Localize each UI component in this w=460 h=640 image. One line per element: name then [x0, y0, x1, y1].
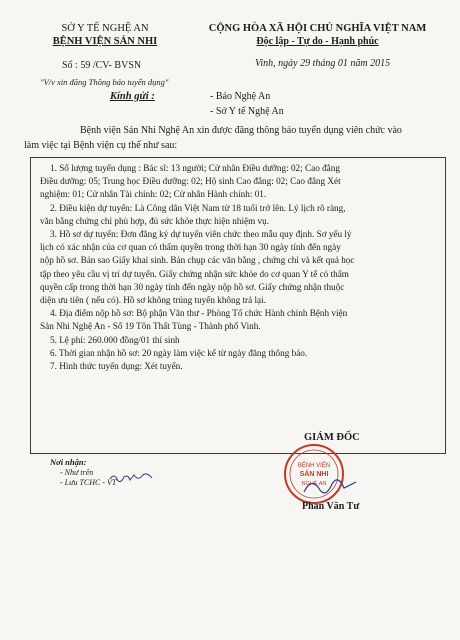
recipient-item: - Báo Nghệ An	[210, 91, 271, 102]
recipient-item: - Sở Y tế Nghệ An	[210, 106, 284, 117]
body-line: 7. Hình thức tuyển dụng: Xét tuyển.	[50, 361, 183, 372]
body-line: 4. Địa điểm nộp hồ sơ: Bộ phận Văn thư - Phòng Tổ chức Hành chính Bệnh viện	[50, 308, 348, 319]
intro-line: làm việc tại Bệnh viện cụ thể như sau:	[24, 140, 178, 151]
document-number: Số : 59 /CV- BVSN	[62, 60, 142, 71]
seal-text: NGHỆ AN	[301, 481, 327, 487]
intro-paragraph	[24, 123, 444, 153]
document-subject: "V/v xin đăng Thông báo tuyển dụng"	[40, 77, 169, 87]
body-line: văn bằng chứng chỉ phù hợp, đủ sức khỏe thực hiện nhiệm vụ.	[40, 215, 270, 226]
body-line: Sản Nhi Nghệ An - Số 19 Tôn Thất Tùng - Thành phố Vinh.	[40, 321, 261, 332]
recipients-label: Kính gửi :	[110, 91, 155, 102]
body-line: 3. Hồ sơ dự tuyển: Đơn đăng ký dự tuyển viên chức theo mẫu quy định. Sơ yếu lý	[50, 229, 352, 240]
announcement-body	[40, 162, 440, 373]
header-left	[30, 22, 180, 48]
body-line: nộp hồ sơ. Bản sao Giấy khai sinh. Bản chụp các văn bằng , chứng chỉ và kết quả học	[40, 255, 355, 266]
director-title: GIÁM ĐỐC	[304, 432, 360, 443]
ministry-name: SỞ Y TẾ NGHỆ AN	[61, 23, 149, 34]
body-line: tập theo yêu cầu vị trí dự tuyển. Giấy chứng nhận sức khỏe do cơ quan Y tế có thẩm	[40, 268, 349, 279]
director-signature	[300, 472, 360, 500]
body-line: 1. Số lượng tuyển dụng : Bác sĩ: 13 người; Cử nhân Điều dưỡng: 02; Cao đẳng	[50, 163, 340, 173]
hospital-name: BỆNH VIỆN SẢN NHI	[52, 36, 158, 47]
intro-line: Bệnh viện Sản Nhi Nghệ An xin được đăng thông báo tuyển dụng viên chức vào	[80, 125, 402, 136]
national-motto: Độc lập - Tự do - Hạnh phúc	[256, 36, 379, 47]
body-line: 5. Lệ phí: 260.000 đồng/01 thí sinh	[50, 334, 180, 345]
header-right	[190, 22, 445, 48]
body-line: nghiệm: 01; Cử nhân Tài chính: 02; Cử nhân Hành chính: 01.	[40, 189, 267, 200]
seal-text: SẢN NHI	[299, 471, 329, 478]
document-date: Vinh, ngày 29 tháng 01 năm 2015	[255, 58, 391, 69]
seal-text: BỆNH VIỆN	[297, 463, 331, 469]
body-line: Điều dưỡng: 05; Trung học Điều dưỡng: 02; Hộ sinh Cao đẳng: 02; Cao đẳng Xét	[40, 176, 341, 187]
national-title: CỘNG HÒA XÃ HỘI CHỦ NGHĨA VIỆT NAM	[208, 23, 427, 34]
distribution-item: - Như trên	[60, 468, 94, 477]
body-line: 2. Điều kiện dự tuyển: Là Công dân Việt Nam từ 18 tuổi trở lên. Lý lịch rõ ràng,	[50, 202, 346, 213]
distribution-label: Nơi nhận:	[50, 457, 87, 467]
body-line: lịch có xác nhận của cơ quan có thẩm quyền trong thời hạn 30 ngày tính đến ngày	[40, 242, 341, 253]
signer-name: Phan Văn Tư	[302, 501, 360, 512]
body-line: quyền cấp trong thời hạn 30 ngày tính đến ngày nộp hồ sơ. Giấy chứng nhận thuộc	[40, 281, 345, 292]
initials-signature	[108, 471, 158, 483]
distribution-item: - Lưu TCHC - VT	[60, 478, 117, 487]
body-line: 6. Thời gian nhận hồ sơ: 20 ngày làm việc kể từ ngày đăng thông báo.	[50, 347, 308, 358]
body-line: diện ưu tiên ( nếu có). Hồ sơ không trúng tuyển không trả lại.	[40, 295, 266, 306]
